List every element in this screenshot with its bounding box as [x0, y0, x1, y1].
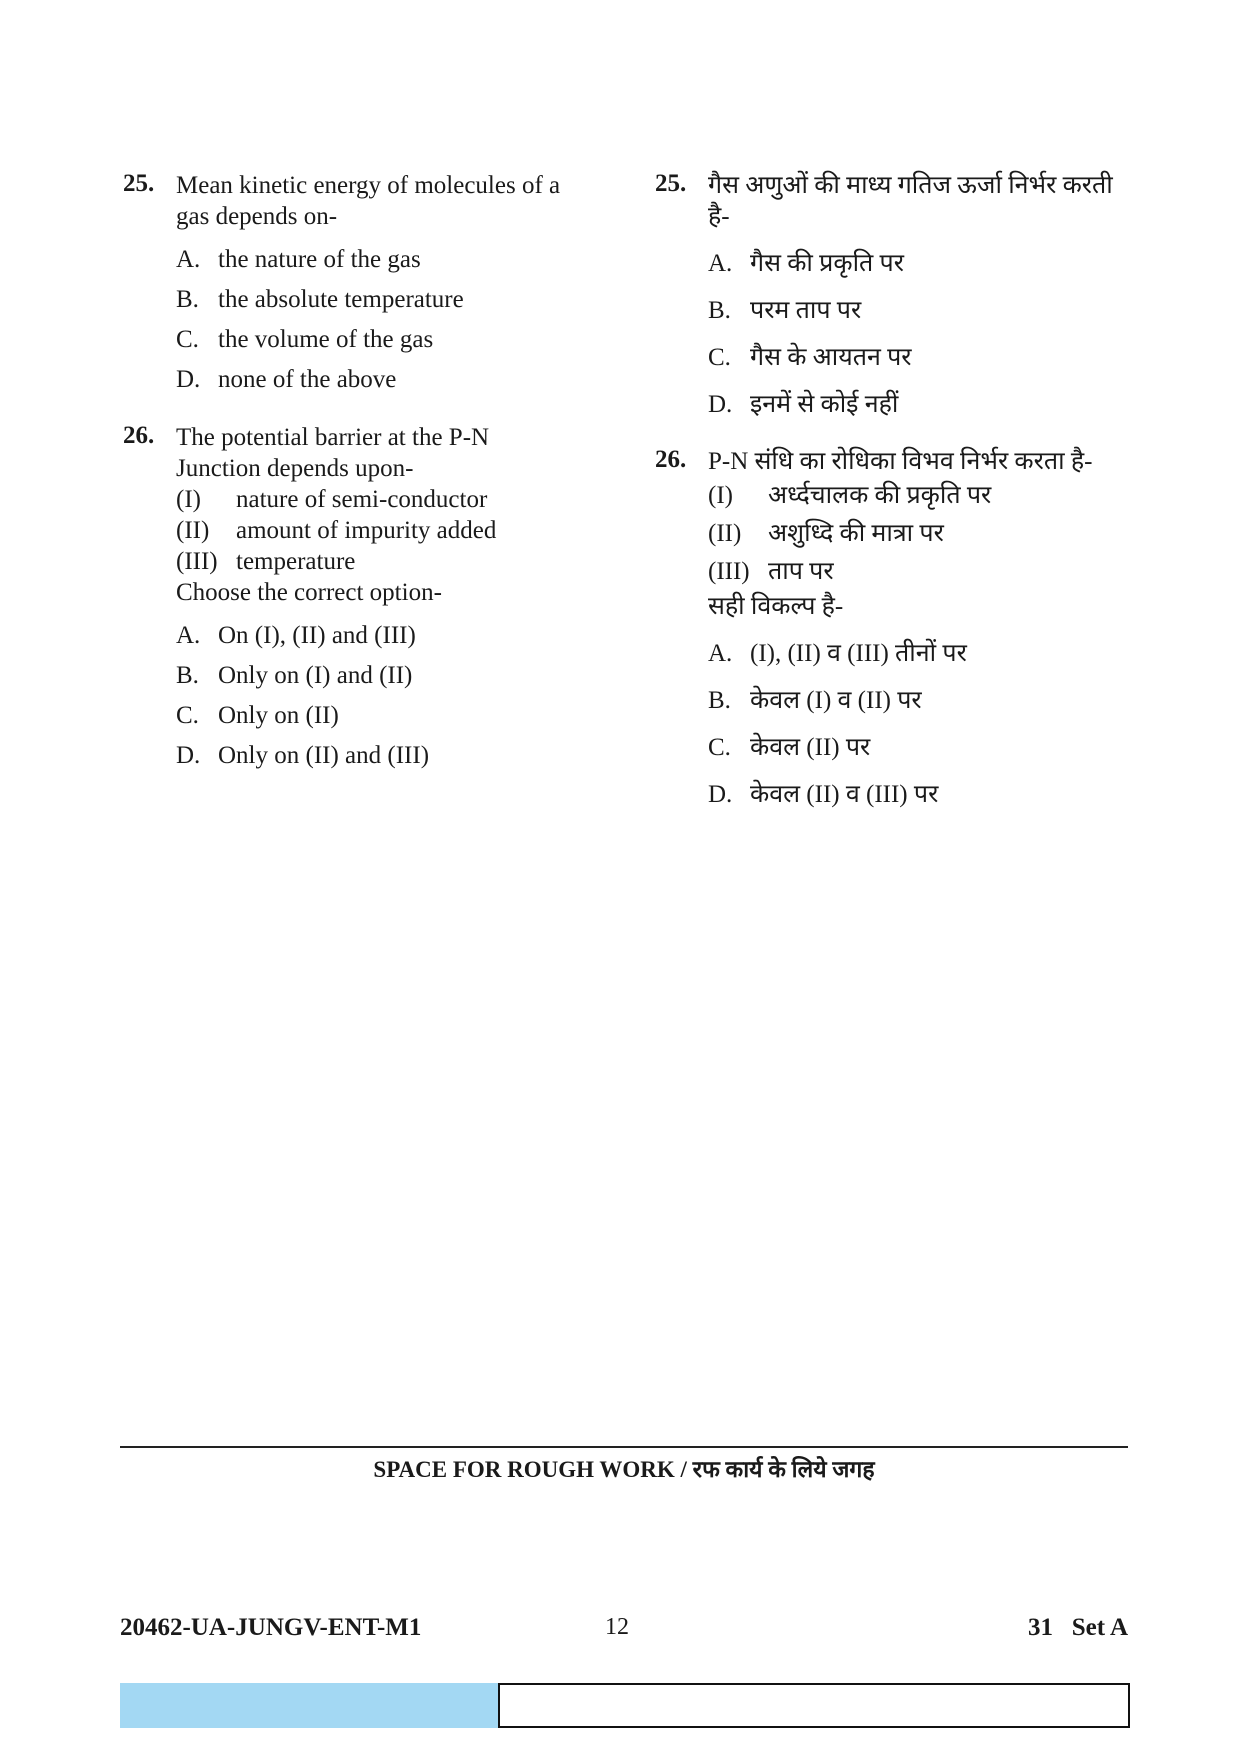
paper-code: 20462-UA-JUNGV-ENT-M1 — [120, 1614, 422, 1641]
option-a: A. (I), (II) व (III) तीनों पर — [708, 640, 967, 667]
option-a: A. गैस की प्रकृति पर — [708, 250, 904, 277]
question-prompt: सही विकल्प है- — [708, 593, 844, 620]
question-25-hi — [655, 170, 1125, 428]
question-number: 26. — [123, 422, 155, 449]
option-b: B. परम ताप पर — [708, 297, 862, 324]
question-text: The potential barrier at the P-N Junction depends upon- — [176, 424, 490, 482]
sub-item-2: (II) amount of impurity added — [176, 517, 497, 544]
option-a: A. On (I), (II) and (III) — [176, 622, 416, 649]
rough-work-heading: SPACE FOR ROUGH WORK / रफ कार्य के लिये जगह — [373, 1457, 875, 1482]
page-number: 12 — [605, 1614, 629, 1640]
option-d: D. केवल (II) व (III) पर — [708, 781, 939, 808]
option-c: C. केवल (II) पर — [708, 734, 871, 761]
sub-item-2: (II) अशुध्दि की मात्रा पर — [708, 520, 944, 547]
sub-item-3: (III) ताप पर — [708, 558, 834, 585]
sub-item-3: (III) temperature — [176, 548, 356, 575]
options-list — [176, 240, 563, 400]
footer-empty-box — [498, 1683, 1130, 1728]
option-d: D. Only on (II) and (III) — [176, 742, 430, 769]
option-b: B. Only on (I) and (II) — [176, 662, 413, 689]
option-b: B. the absolute temperature — [176, 286, 464, 313]
set-label: 31 Set A — [1028, 1614, 1128, 1641]
divider-line — [120, 1446, 1128, 1448]
question-text: Mean kinetic energy of molecules of a gas depends on- — [176, 172, 561, 230]
options-list — [708, 630, 1125, 818]
question-prompt: Choose the correct option- — [176, 579, 442, 606]
question-text: गैस अणुओं की माध्य गतिज ऊर्जा निर्भर करती है- — [708, 172, 1113, 230]
question-number: 25. — [123, 170, 155, 197]
question-text: P-N संधि का रोधिका विभव निर्भर करता है- — [708, 448, 1093, 475]
question-26-hi — [655, 446, 1125, 818]
sub-items — [176, 484, 563, 577]
question-number: 25. — [655, 170, 687, 197]
sub-items — [708, 477, 1125, 591]
options-list — [176, 616, 563, 776]
options-list — [708, 240, 1125, 428]
option-b: B. केवल (I) व (II) पर — [708, 687, 922, 714]
option-d: D. none of the above — [176, 366, 397, 393]
question-number: 26. — [655, 446, 687, 473]
question-26-en — [123, 422, 563, 776]
hindi-column — [655, 170, 1125, 818]
sub-item-1: (I) अर्ध्दचालक की प्रकृति पर — [708, 482, 992, 509]
english-column — [123, 170, 563, 776]
question-25-en — [123, 170, 563, 400]
sub-item-1: (I) nature of semi-conductor — [176, 486, 488, 513]
option-c: C. गैस के आयतन पर — [708, 344, 912, 371]
option-d: D. इनमें से कोई नहीं — [708, 391, 899, 418]
option-c: C. the volume of the gas — [176, 326, 434, 353]
footer-color-bar — [120, 1683, 498, 1728]
option-c: C. Only on (II) — [176, 702, 339, 729]
option-a: A. the nature of the gas — [176, 246, 421, 273]
